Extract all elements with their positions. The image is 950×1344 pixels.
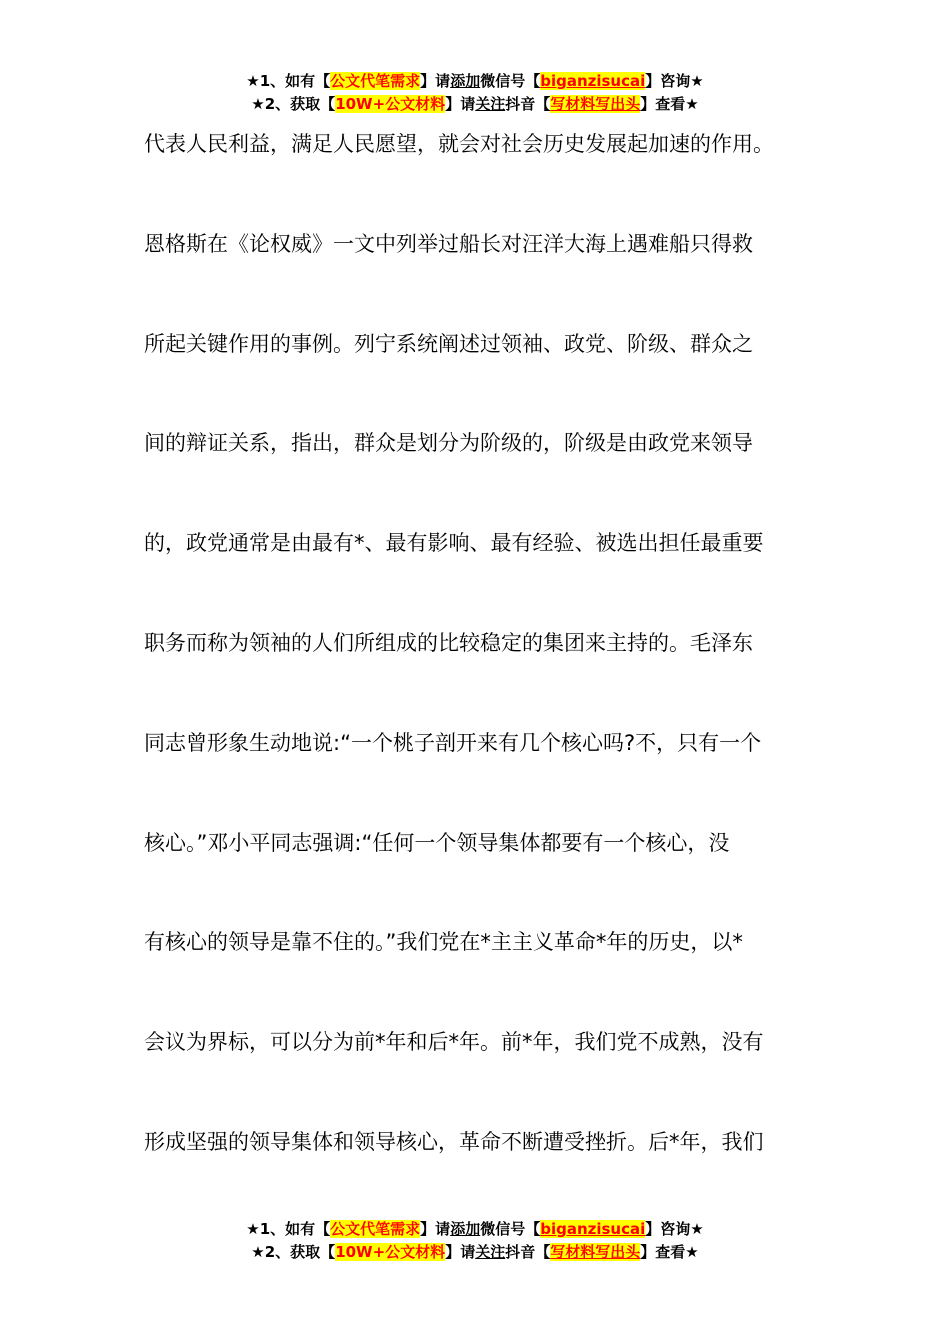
footer-banner-line-1: ★1、如有【公文代笔需求】请添加微信号【biganzisucai】咨询★ bbox=[246, 1220, 704, 1238]
body-line: 代表人民利益，满足人民愿望，就会对社会历史发展起加速的作用。 bbox=[144, 132, 774, 156]
footer-banner-line-2: ★2、获取【10W+公文材料】请关注抖音【写材料写出头】查看★ bbox=[251, 1243, 699, 1261]
underlined-follow: 关注 bbox=[475, 95, 506, 113]
highlight-service: 公文代笔需求 bbox=[330, 72, 421, 90]
document-body bbox=[144, 126, 824, 1224]
body-line: 的，政党通常是由最有*、最有影响、最有经验、被选出担任最重要 bbox=[144, 531, 764, 556]
body-line: 所起关键作用的事例。列宁系统阐述过领袖、政党、阶级、群众之 bbox=[144, 331, 753, 356]
body-line: 同志曾形象生动地说:“一个桃子剖开来有几个核心吗?不，只有一个 bbox=[144, 730, 762, 755]
wechat-id: biganzisucai bbox=[540, 72, 646, 90]
body-line: 会议为界标，可以分为前*年和后*年。前*年，我们党不成熟，没有 bbox=[144, 1030, 764, 1055]
body-line: 核心。”邓小平同志强调:“任何一个领导集体都要有一个核心，没 bbox=[144, 830, 730, 855]
highlight-service: 公文代笔需求 bbox=[330, 1220, 421, 1238]
highlight-materials: 10W+公文材料 bbox=[335, 95, 446, 113]
body-line: 形成坚强的领导集体和领导核心，革命不断遭受挫折。后*年，我们 bbox=[144, 1129, 764, 1154]
douyin-account: 写材料写出头 bbox=[550, 95, 641, 113]
body-line: 间的辩证关系，指出，群众是划分为阶级的，阶级是由政党来领导 bbox=[144, 431, 753, 456]
body-line: 职务而称为领袖的人们所组成的比较稳定的集团来主持的。毛泽东 bbox=[144, 630, 753, 655]
footer-banner bbox=[0, 1218, 950, 1264]
header-banner-line-1: ★1、如有【公文代笔需求】请添加微信号【biganzisucai】咨询★ bbox=[246, 72, 704, 90]
highlight-materials: 10W+公文材料 bbox=[335, 1243, 446, 1261]
underlined-add: 添加 bbox=[450, 1220, 481, 1238]
underlined-add: 添加 bbox=[450, 72, 481, 90]
body-line: 有核心的领导是靠不住的。”我们党在*主主义革命*年的历史，以* bbox=[144, 930, 743, 955]
header-banner bbox=[0, 70, 950, 116]
wechat-id: biganzisucai bbox=[540, 1220, 646, 1238]
header-banner-line-2: ★2、获取【10W+公文材料】请关注抖音【写材料写出头】查看★ bbox=[251, 95, 699, 113]
body-line: 恩格斯在《论权威》一文中列举过船长对汪洋大海上遇难船只得救 bbox=[144, 231, 753, 256]
douyin-account: 写材料写出头 bbox=[550, 1243, 641, 1261]
underlined-follow: 关注 bbox=[475, 1243, 506, 1261]
